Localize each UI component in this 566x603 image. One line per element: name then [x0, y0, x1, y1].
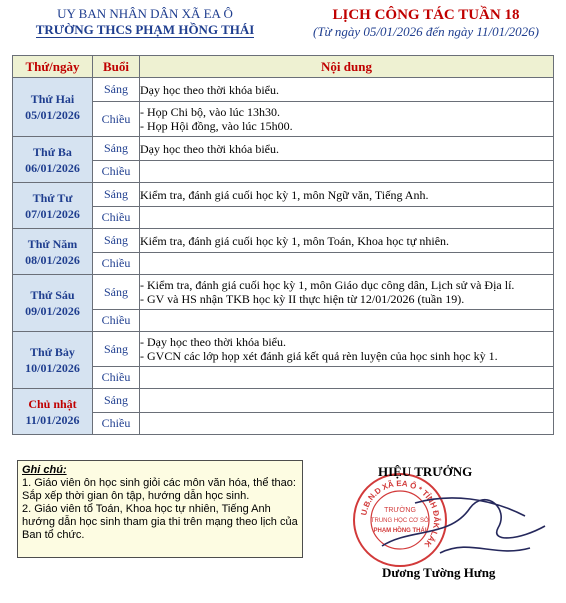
table-header-row	[13, 56, 554, 78]
table-row	[13, 253, 554, 275]
content-cell	[140, 367, 554, 389]
stamp-and-signature	[320, 468, 560, 573]
day-name: Thứ Hai	[30, 92, 75, 106]
content-cell	[140, 161, 554, 183]
table-row	[13, 78, 554, 102]
note-item-1: 1. Giáo viên ôn học sinh giỏi các môn văn hóa, thể thao: Sắp xếp thời gian ôn tập, hướng dẫn học sinh.	[22, 477, 296, 502]
header-left	[0, 6, 290, 39]
day-cell	[13, 332, 93, 389]
content-line: Dạy học theo thời khóa biểu.	[140, 141, 279, 156]
table-row	[13, 183, 554, 207]
day-name: Thứ Ba	[33, 144, 72, 159]
content-cell	[140, 275, 554, 310]
day-name: Thứ Tư	[32, 190, 73, 205]
content-cell	[140, 310, 554, 332]
day-cell	[13, 183, 93, 229]
table-row	[13, 102, 554, 137]
content-cell	[140, 207, 554, 229]
content-cell	[140, 137, 554, 161]
session-label: Sáng	[93, 332, 140, 367]
note-item-2: 2. Giáo viên tổ Toán, Khoa học tự nhiên, Tiếng Anh hướng dẫn học sinh tham gia thi trên mạng theo lịch của Ban tổ chức.	[22, 503, 298, 541]
content-line: - GV và HS nhận TKB học kỳ II thực hiện từ 12/01/2026 (tuần 19).	[140, 292, 465, 306]
table-row	[13, 413, 554, 435]
session-label: Sáng	[93, 275, 140, 310]
session-label: Chiều	[93, 102, 140, 137]
day-cell	[13, 78, 93, 137]
note-title: Ghi chú:	[22, 464, 67, 476]
content-line: Dạy học theo thời khóa biểu.	[140, 82, 279, 97]
day-name: Thứ Bảy	[30, 345, 75, 359]
table-row	[13, 207, 554, 229]
content-cell	[140, 183, 554, 207]
session-label: Sáng	[93, 78, 140, 102]
header-content: Nội dung	[140, 56, 554, 78]
session-label: Chiều	[93, 207, 140, 229]
day-date: 07/01/2026	[25, 206, 80, 221]
content-cell	[140, 78, 554, 102]
table-row	[13, 229, 554, 253]
day-date: 08/01/2026	[25, 252, 80, 267]
day-date: 11/01/2026	[25, 412, 80, 427]
table-row	[13, 275, 554, 310]
day-cell	[13, 137, 93, 183]
content-line: - Kiểm tra, đánh giá cuối học kỳ 1, môn Giáo dục công dân, Lịch sử và Địa lí.	[140, 278, 515, 292]
page-title: LỊCH CÔNG TÁC TUẦN 18	[332, 7, 520, 23]
agency-name: UY BAN NHÂN DÂN XÃ EA Ô	[57, 6, 233, 21]
content-line: - Họp Hội đồng, vào lúc 15h00.	[140, 119, 293, 133]
date-range: (Từ ngày 05/01/2026 đến ngày 11/01/2026)	[312, 24, 540, 39]
content-line: Kiểm tra, đánh giá cuối học kỳ 1, môn Ngữ văn, Tiếng Anh.	[140, 187, 429, 202]
day-name: Chủ nhật	[28, 396, 77, 411]
content-line: - Dạy học theo thời khóa biểu.	[140, 335, 286, 349]
session-label: Sáng	[93, 389, 140, 413]
signer-title: HIỆU TRƯỞNG	[378, 464, 473, 479]
table-row	[13, 161, 554, 183]
stamp-ring-text: U.B.N.D XÃ EA Ô * TỈNH ĐẮK LẮK	[359, 478, 442, 549]
content-cell	[140, 229, 554, 253]
content-line: - Họp Chi bộ, vào lúc 13h30.	[140, 105, 280, 119]
session-label: Chiều	[93, 310, 140, 332]
content-line: - GVCN các lớp họp xét đánh giá kết quả rèn luyện của học sinh học kỳ 1.	[140, 349, 498, 363]
content-cell	[140, 413, 554, 435]
day-name: Thứ Năm	[27, 236, 78, 251]
session-label: Chiều	[93, 161, 140, 183]
schedule-table	[12, 55, 554, 435]
table-row	[13, 389, 554, 413]
table-row	[13, 367, 554, 389]
school-name: TRƯỜNG THCS PHẠM HỒNG THÁI	[35, 22, 255, 37]
header-day: Thứ/ngày	[13, 56, 93, 78]
stamp-line-3: PHẠM HỒNG THÁI	[373, 528, 427, 534]
stamp-line-1: TRƯỜNG	[384, 507, 416, 514]
day-cell	[13, 275, 93, 332]
day-cell	[13, 229, 93, 275]
content-cell	[140, 389, 554, 413]
session-label: Chiều	[93, 367, 140, 389]
session-label: Sáng	[93, 183, 140, 207]
content-cell	[140, 332, 554, 367]
day-cell	[13, 389, 93, 435]
session-label: Chiều	[93, 413, 140, 435]
day-date: 09/01/2026	[25, 304, 80, 318]
session-label: Sáng	[93, 137, 140, 161]
stamp-line-2: TRUNG HỌC CƠ SỞ	[370, 518, 430, 524]
signer-name: Dương Tường Hưng	[382, 565, 496, 580]
content-cell	[140, 102, 554, 137]
content-cell	[140, 253, 554, 275]
header-right	[286, 6, 566, 40]
day-name: Thứ Sáu	[30, 288, 75, 302]
session-label: Chiều	[93, 253, 140, 275]
header-session: Buổi	[93, 56, 140, 78]
note-box	[17, 460, 303, 558]
day-date: 06/01/2026	[25, 160, 80, 175]
table-row	[13, 332, 554, 367]
content-line: Kiểm tra, đánh giá cuối học kỳ 1, môn Toán, Khoa học tự nhiên.	[140, 233, 450, 248]
day-date: 10/01/2026	[25, 361, 80, 375]
table-row	[13, 310, 554, 332]
stamp-seal	[320, 468, 560, 573]
session-label: Sáng	[93, 229, 140, 253]
day-date: 05/01/2026	[25, 108, 80, 122]
table-row	[13, 137, 554, 161]
